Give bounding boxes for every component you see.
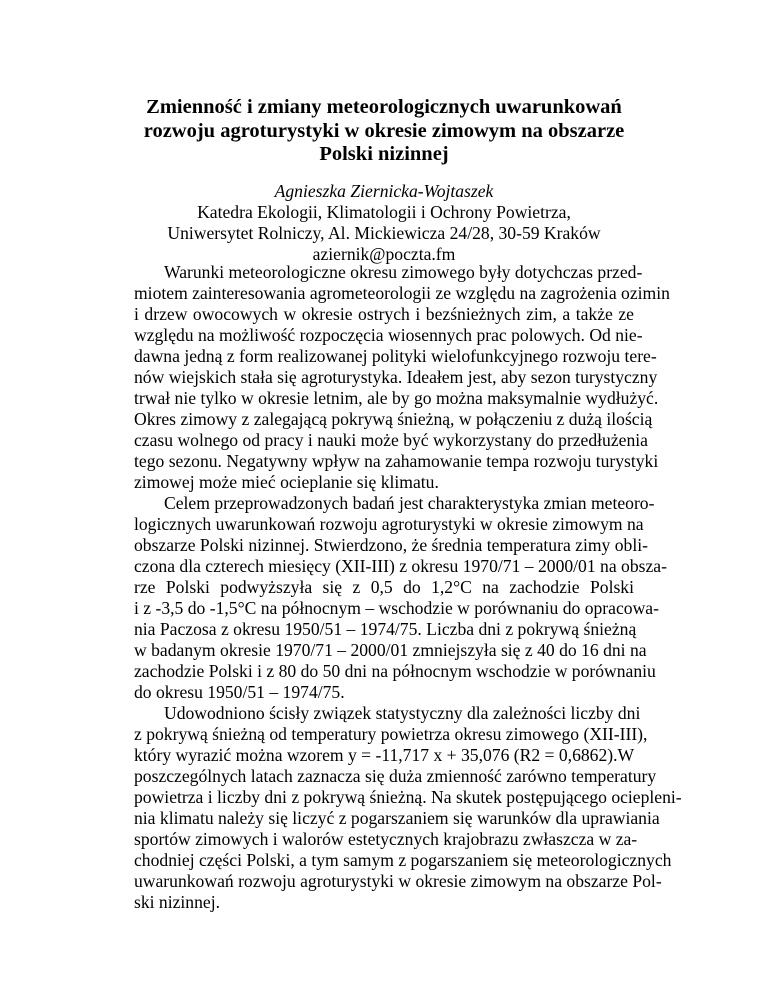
paragraph-line: logicznych uwarunkowań rozwoju agroturystyki w okresie zimowym na <box>134 514 644 534</box>
title-line: Polski nizinnej <box>319 143 449 165</box>
paragraph-line: zachodzie Polski i z 80 do 50 dni na północnym wschodzie w porównaniu <box>134 661 656 681</box>
paragraph-line: Okres zimowy z zalegającą pokrywą śnieżną, w połączeniu z dużą ilością <box>134 409 653 429</box>
paragraph-line: nia klimatu należy się liczyć z pogarszaniem się warunków dla uprawiania <box>134 808 660 828</box>
paragraph-line: poszczególnych latach zaznacza się duża zmienność zarówno temperatury <box>134 766 657 786</box>
paragraph-line: rze Polski podwyższyła się z 0,5 do 1,2°C na zachodzie Polski <box>134 577 634 597</box>
paragraph-line: obszarze Polski nizinnej. Stwierdzono, że średnia temperatura zimy obli- <box>134 535 648 555</box>
author-email: aziernik@poczta.fm <box>312 244 456 264</box>
author-name: Agnieszka Ziernicka-Wojtaszek <box>274 181 494 201</box>
paragraph-line: z pokrywą śnieżną od temperatury powietrza okresu zimowego (XII-III), <box>134 724 648 744</box>
author-block <box>84 181 684 265</box>
paragraph-line: uwarunkowań rozwoju agroturystyki w okresie zimowym na obszarze Pol- <box>134 871 662 891</box>
title-line: Zmienność i zmiany meteorologicznych uwarunkowań <box>146 96 622 118</box>
paragraph-line: chodniej części Polski, a tym samym z pogarszaniem się meteorologicznych <box>134 850 672 870</box>
paragraph-line: i drzew owocowych w okresie ostrych i bezśnieżnych zim, a także ze <box>134 304 634 324</box>
paragraph-line: i z -3,5 do -1,5°C na północnym – wschodzie w porównaniu do opracowa- <box>134 598 659 618</box>
paragraph-line: tego sezonu. Negatywny wpływ na zahamowanie tempa rozwoju turystyki <box>134 451 659 471</box>
paragraph-line: ski nizinnej. <box>134 892 221 912</box>
paragraph <box>134 703 682 913</box>
paragraph-line: czona dla czterech miesięcy (XII-III) z okresu 1970/71 – 2000/01 na obsza- <box>134 556 667 576</box>
paper-title <box>110 96 658 167</box>
affiliation-line: Uniwersytet Rolniczy, Al. Mickiewicza 24/28, 30-59 Kraków <box>167 223 601 243</box>
paragraph-line: do okresu 1950/51 – 1974/75. <box>134 682 345 702</box>
paragraph-line: względu na możliwość rozpoczęcia wiosennych prac polowych. Od nie- <box>134 325 643 345</box>
paragraph-line: miotem zainteresowania agrometeorologii ze względu na zagrożenia ozimin <box>134 283 670 303</box>
paragraph-line: nia Paczosa z okresu 1950/51 – 1974/75. Liczba dni z pokrywą śnieżną <box>134 619 637 639</box>
paragraph <box>134 493 667 703</box>
paragraph-line: który wyrazić można wzorem y = -11,717 x + 35,076 (R2 = 0,6862).W <box>134 745 635 765</box>
paragraph-line: Udowodniono ścisły związek statystyczny dla zależności liczby dni <box>164 703 641 723</box>
paragraph-line: sportów zimowych i walorów estetycznych krajobrazu zwłaszcza w za- <box>134 829 638 849</box>
affiliation-line: Katedra Ekologii, Klimatologii i Ochrony Powietrza, <box>197 202 571 222</box>
paragraph-line: nów wiejskich stała się agroturystyka. Ideałem jest, aby sezon turystyczny <box>134 367 658 387</box>
paragraph-line: powietrza i liczby dni z pokrywą śnieżną. Na skutek postępującego ociepleni- <box>134 787 682 807</box>
paragraph-line: w badanym okresie 1970/71 – 2000/01 zmniejszyła się z 40 do 16 dni na <box>134 640 647 660</box>
abstract-body <box>134 262 682 913</box>
paragraph-line: Warunki meteorologiczne okresu zimowego były dotychczas przed- <box>164 262 643 282</box>
title-line: rozwoju agroturystyki w okresie zimowym na obszarze <box>143 119 625 142</box>
paragraph-line: czasu wolnego od pracy i nauki może być wykorzystany do przedłużenia <box>134 430 648 450</box>
paragraph-line: trwał nie tylko w okresie letnim, ale by go można maksymalnie wydłużyć. <box>134 388 659 408</box>
paragraph <box>134 262 670 493</box>
paragraph-line: dawna jedną z form realizowanej polityki wielofunkcyjnego rozwoju tere- <box>134 346 657 366</box>
paragraph-line: Celem przeprowadzonych badań jest charakterystyka zmian meteoro- <box>164 493 655 513</box>
paragraph-line: zimowej może mieć ocieplanie się klimatu. <box>134 472 439 492</box>
